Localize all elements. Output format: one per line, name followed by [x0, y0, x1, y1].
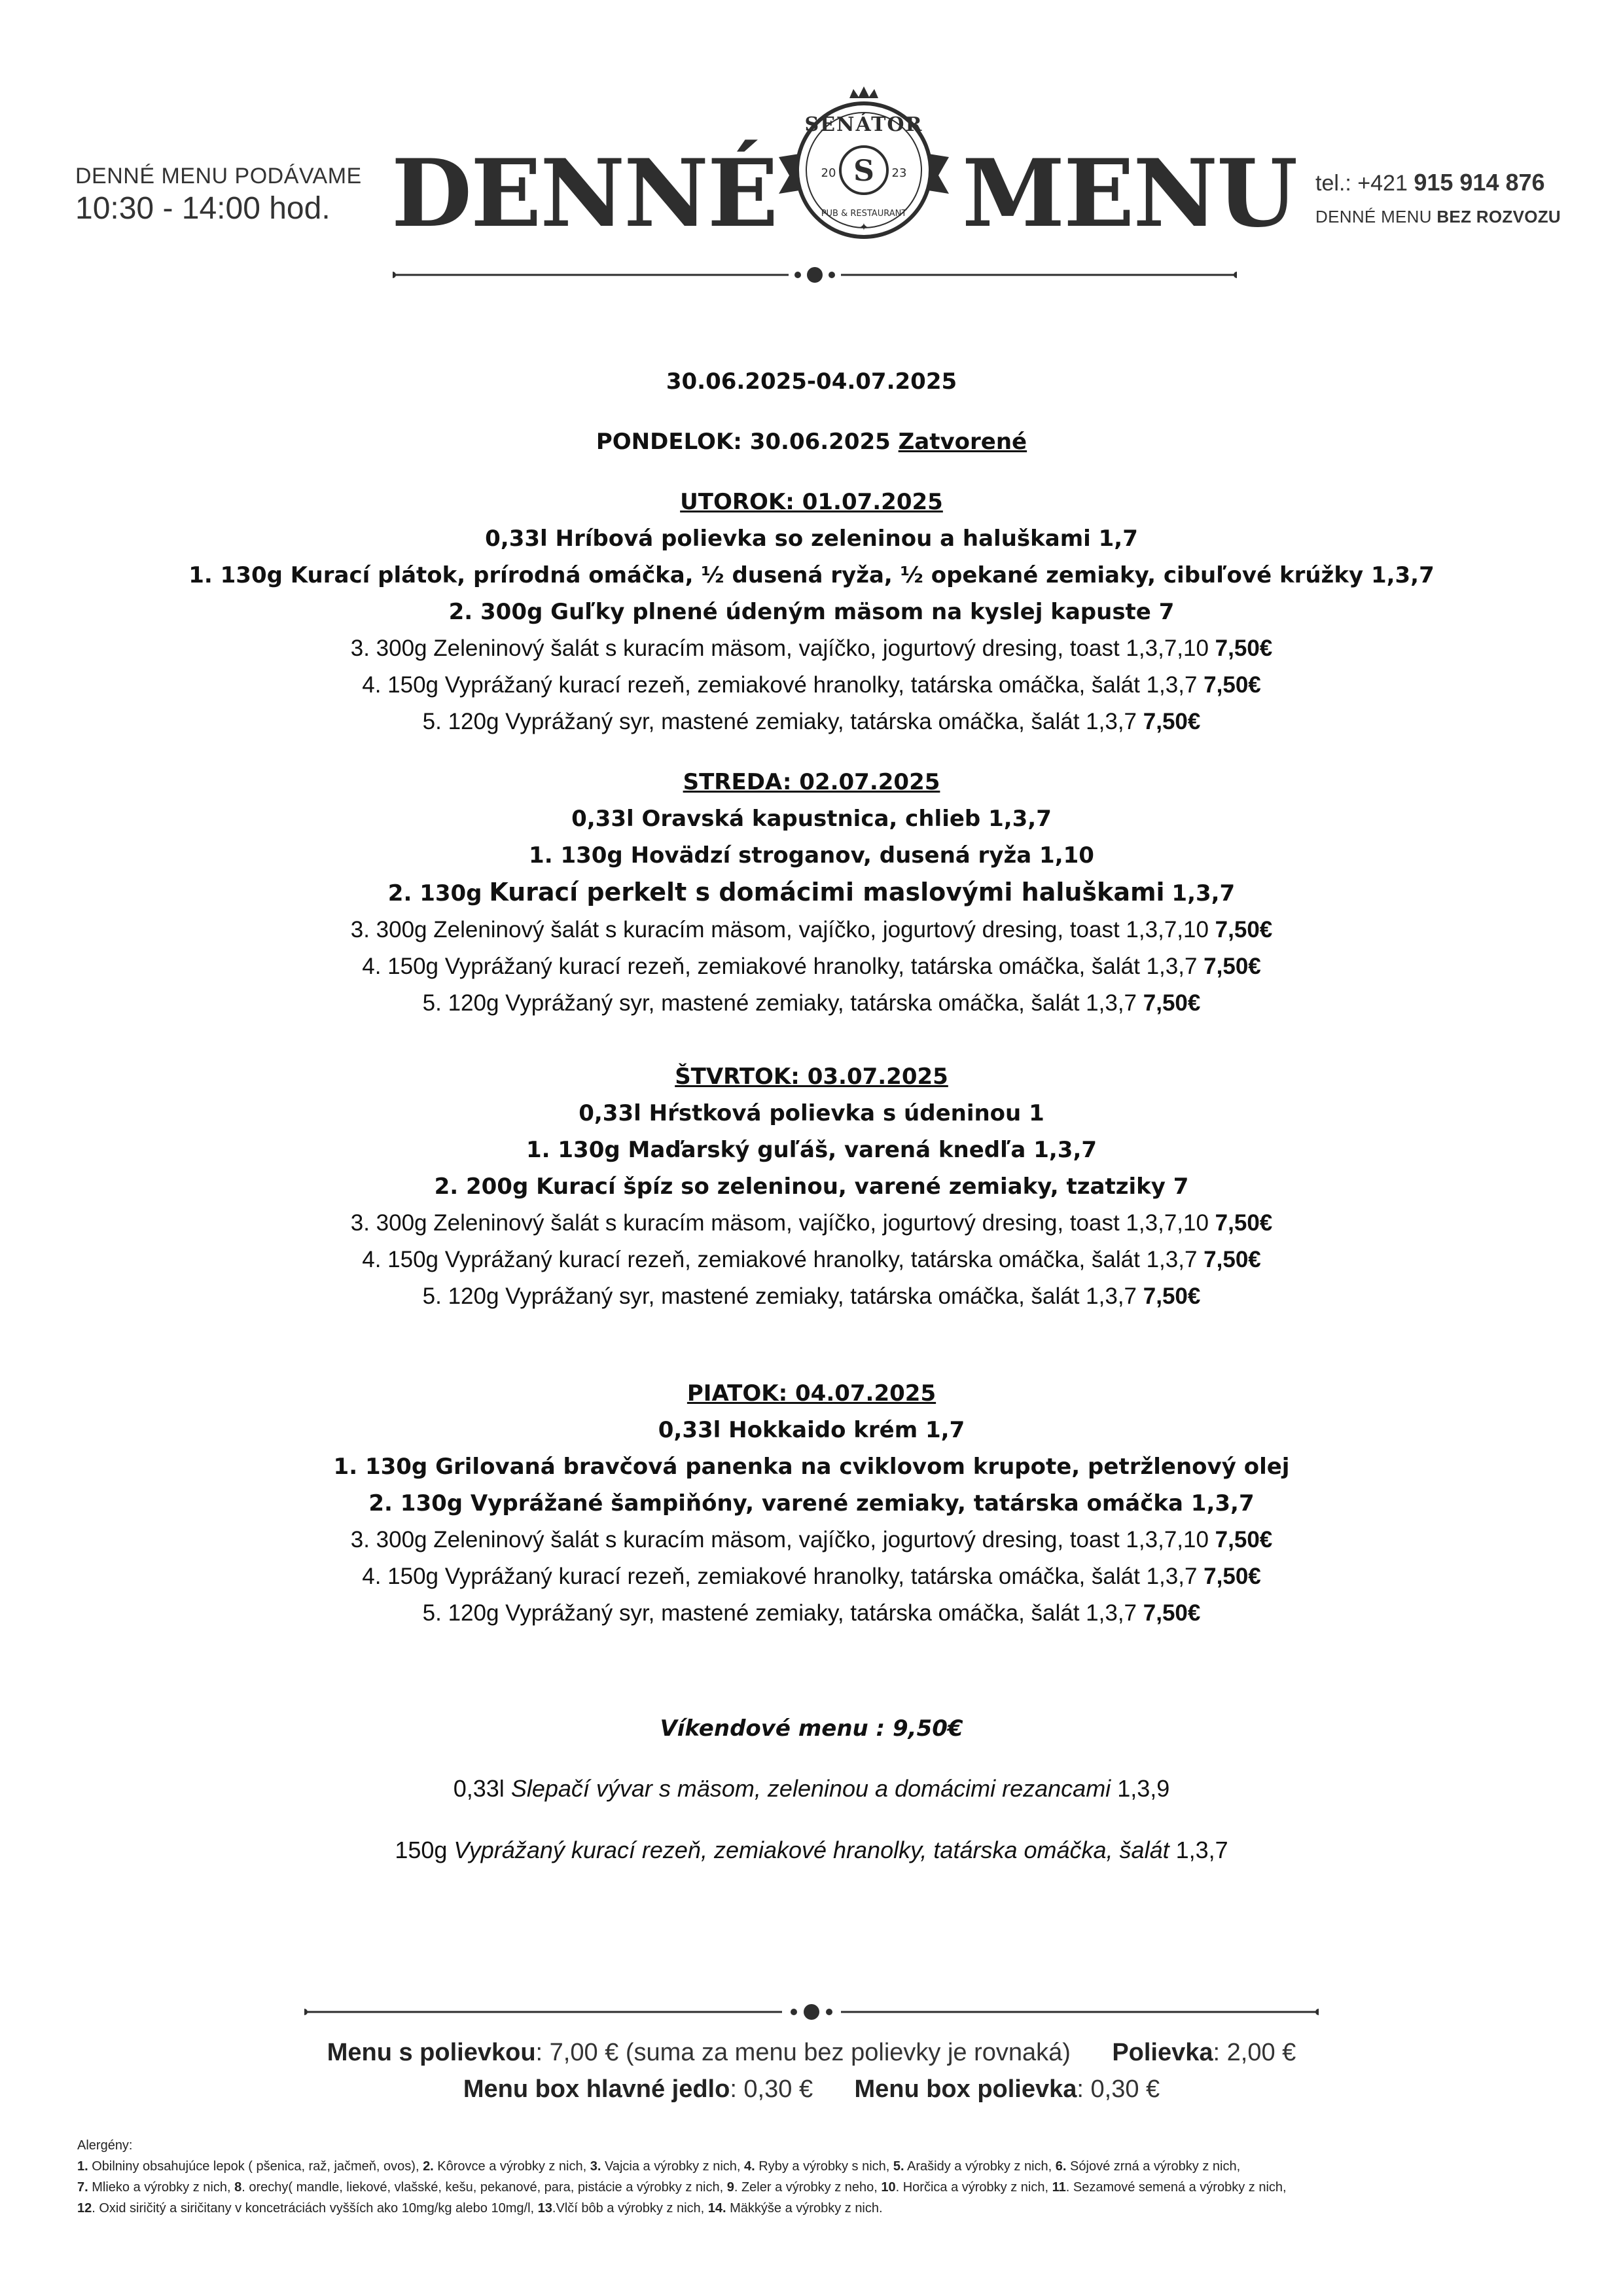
tuesday-item5	[0, 704, 1623, 740]
price-line-1	[0, 2034, 1623, 2071]
allergen-num: 7.	[77, 2180, 88, 2195]
item-text: 4. 150g Vyprážaný kurací rezeň, zemiakové hranolky, tatárska omáčka, šalát 1,3,7	[362, 1247, 1198, 1272]
item-text: 5. 120g Vyprážaný syr, mastené zemiaky, tatárska omáčka, šalát 1,3,7	[422, 990, 1137, 1016]
allergen-text: . orechy( mandle, liekové, vlašské, kešu, pekanové, para, pistácie a výrobky z nich,	[241, 2180, 727, 2195]
item-price: 7,50€	[1143, 709, 1201, 734]
item-price: 7,50€	[1143, 1600, 1201, 1626]
allergen-text: . Oxid siričitý a siričitany v koncetráciách vyšších ako 10mg/kg alebo 10mg/l,	[92, 2201, 538, 2215]
thursday-item3	[0, 1205, 1623, 1242]
allergen-num: 12	[77, 2201, 92, 2215]
phone-number: 915 914 876	[1414, 169, 1545, 196]
allergen-num: 6.	[1055, 2159, 1067, 2174]
price-line-2	[0, 2071, 1623, 2108]
main2-allergens: 1,3,7	[1171, 880, 1236, 906]
allergen-num: 3.	[590, 2159, 601, 2174]
item-price: 7,50€	[1204, 1247, 1261, 1272]
allergen-num: 5.	[893, 2159, 904, 2174]
menu-soup-label: Menu s polievkou	[327, 2039, 536, 2066]
title-right: MENU	[962, 139, 1297, 248]
allergen-text: Obilniny obsahujúce lepok ( pšenica, raž, jačmeň, ovos),	[88, 2159, 423, 2174]
item-text: 3. 300g Zeleninový šalát s kuracím mäsom, vajíčko, jogurtový dresing, toast 1,3,7,10	[350, 1527, 1209, 1552]
monday-status: Zatvorené	[898, 429, 1027, 455]
logo-tagline: PUB & RESTAURANT	[821, 209, 907, 219]
item-price: 7,50€	[1143, 1283, 1201, 1309]
item-price: 7,50€	[1204, 1564, 1261, 1589]
tuesday-main1: 1. 130g Kurací plátok, prírodná omáčka, ½ dusená ryža, ½ opekané zemiaky, cibuľové krúžky 1,3,7	[188, 562, 1435, 588]
weekend-soup	[0, 1769, 1623, 1808]
allergen-num: 4.	[744, 2159, 755, 2174]
item-price: 7,50€	[1143, 990, 1201, 1016]
allergen-title: Alergény:	[77, 2138, 133, 2153]
contact-block	[1315, 169, 1561, 227]
item-text: 4. 150g Vyprážaný kurací rezeň, zemiakové hranolky, tatárska omáčka, šalát 1,3,7	[362, 1564, 1198, 1589]
weekend-soup-qty: 0,33l	[453, 1775, 505, 1802]
main2-name: Kurací perkelt s domácimi maslovými haluškami	[489, 878, 1165, 906]
box-soup-label: Menu box polievka	[854, 2075, 1077, 2103]
allergen-num: 1.	[77, 2159, 88, 2174]
crown-icon	[849, 86, 878, 98]
allergen-text: . Sezamové semená a výrobky z nich,	[1065, 2180, 1287, 2195]
delivery-prefix: DENNÉ MENU	[1315, 207, 1432, 226]
tuesday-item4	[0, 667, 1623, 704]
friday-day: PIATOK: 04.07.2025	[687, 1380, 936, 1407]
allergen-num: 9	[726, 2180, 734, 2195]
item-price: 7,50€	[1204, 954, 1261, 979]
item-price: 7,50€	[1215, 636, 1273, 661]
item-text: 5. 120g Vyprážaný syr, mastené zemiaky, tatárska omáčka, šalát 1,3,7	[422, 709, 1137, 734]
weekend-soup-name: Slepačí vývar s mäsom, zeleninou a domácimi rezancami	[510, 1775, 1111, 1802]
allergen-text: . Horčica a výrobky z nich,	[895, 2180, 1052, 2195]
wednesday-item3	[0, 912, 1623, 948]
friday-item3	[0, 1522, 1623, 1558]
header-divider	[393, 262, 1237, 288]
allergen-num: 14.	[707, 2201, 726, 2215]
friday-item5	[0, 1595, 1623, 1632]
weekend-title: Víkendové menu : 9,50€	[660, 1715, 963, 1742]
senator-logo	[766, 79, 962, 262]
tuesday-day: UTOROK: 01.07.2025	[680, 489, 943, 515]
allergen-num: 11	[1052, 2180, 1066, 2195]
item-price: 7,50€	[1215, 1527, 1273, 1552]
logo-name: SENÁTOR	[804, 113, 923, 136]
wednesday-soup: 0,33l Oravská kapustnica, chlieb 1,3,7	[571, 806, 1052, 832]
phone-prefix: tel.: +421	[1315, 171, 1408, 196]
item-text: 4. 150g Vyprážaný kurací rezeň, zemiakové hranolky, tatárska omáčka, šalát 1,3,7	[362, 954, 1198, 979]
allergen-text: Vajcia a výrobky z nich,	[601, 2159, 745, 2174]
tuesday-main2: 2. 300g Guľky plnené údeným mäsom na kyslej kapuste 7	[448, 599, 1175, 625]
main2-prefix: 2. 130g	[387, 880, 482, 906]
friday-main1: 1. 130g Grilovaná bravčová panenka na cviklovom krupote, petržlenový olej	[333, 1454, 1290, 1480]
allergen-text: .Vlčí bôb a výrobky z nich,	[552, 2201, 708, 2215]
menu-content	[0, 363, 1623, 1870]
tuesday-item3	[0, 630, 1623, 667]
allergen-num: 13	[537, 2201, 552, 2215]
monday-line	[0, 423, 1623, 460]
thursday-soup: 0,33l Hŕstková polievka s údeninou 1	[579, 1100, 1044, 1126]
logo-monogram: S	[853, 154, 874, 188]
serving-hours-block	[75, 164, 362, 226]
logo-ornament-icon: ✦	[859, 221, 868, 233]
item-price: 7,50€	[1204, 672, 1261, 698]
wednesday-day: STREDA: 02.07.2025	[683, 769, 940, 795]
item-text: 5. 120g Vyprážaný syr, mastené zemiaky, tatárska omáčka, šalát 1,3,7	[422, 1600, 1137, 1626]
weekend-main-allergens: 1,3,7	[1175, 1837, 1228, 1863]
friday-soup: 0,33l Hokkaido krém 1,7	[658, 1417, 965, 1443]
weekend-main	[0, 1831, 1623, 1870]
menu-soup-value: : 7,00 € (suma za menu bez polievky je rovnaká)	[535, 2039, 1071, 2066]
serving-hours: 10:30 - 14:00 hod.	[75, 191, 330, 226]
friday-section	[0, 1375, 1623, 1632]
allergen-row-1	[77, 2156, 1582, 2177]
wednesday-main1: 1. 130g Hovädzí stroganov, dusená ryža 1,10	[529, 842, 1094, 869]
logo-year-right: 23	[891, 166, 907, 180]
item-text: 4. 150g Vyprážaný kurací rezeň, zemiakové hranolky, tatárska omáčka, šalát 1,3,7	[362, 672, 1198, 698]
price-summary	[0, 2034, 1623, 2108]
soup-label: Polievka	[1112, 2039, 1213, 2066]
logo-year-left: 20	[821, 166, 836, 180]
item-text: 3. 300g Zeleninový šalát s kuracím mäsom, vajíčko, jogurtový dresing, toast 1,3,7,10	[350, 1210, 1209, 1236]
allergen-legend	[77, 2135, 1582, 2219]
allergen-num: 2.	[423, 2159, 434, 2174]
tuesday-soup: 0,33l Hríbová polievka so zeleninou a haluškami 1,7	[485, 526, 1138, 552]
item-price: 7,50€	[1215, 1210, 1273, 1236]
serving-label: DENNÉ MENU PODÁVAME	[75, 164, 362, 188]
monday-day: PONDELOK: 30.06.2025	[596, 429, 891, 455]
item-text: 3. 300g Zeleninový šalát s kuracím mäsom, vajíčko, jogurtový dresing, toast 1,3,7,10	[350, 917, 1209, 942]
allergen-row-2	[77, 2177, 1582, 2198]
thursday-item5	[0, 1278, 1623, 1315]
weekend-soup-allergens: 1,3,9	[1117, 1775, 1170, 1802]
footer-divider	[304, 2000, 1319, 2024]
allergen-text: Sójové zrná a výrobky z nich,	[1066, 2159, 1241, 2174]
delivery-bold: BEZ ROZVOZU	[1436, 207, 1561, 226]
item-text: 5. 120g Vyprážaný syr, mastené zemiaky, tatárska omáčka, šalát 1,3,7	[422, 1283, 1137, 1309]
friday-main2: 2. 130g Vyprážané šampiňóny, varené zemiaky, tatárska omáčka 1,3,7	[368, 1490, 1255, 1516]
item-price: 7,50€	[1215, 917, 1273, 942]
friday-item4	[0, 1558, 1623, 1595]
allergen-text: Arašidy a výrobky z nich,	[904, 2159, 1056, 2174]
allergen-text: Ryby a výrobky s nich,	[755, 2159, 893, 2174]
box-main-label: Menu box hlavné jedlo	[463, 2075, 730, 2103]
wednesday-item4	[0, 948, 1623, 985]
allergen-num: 10	[881, 2180, 896, 2195]
tuesday-section	[0, 484, 1623, 740]
thursday-item4	[0, 1242, 1623, 1278]
allergen-text: Mlieko a výrobky z nich,	[88, 2180, 235, 2195]
box-soup-value: : 0,30 €	[1077, 2075, 1160, 2103]
wednesday-section	[0, 764, 1623, 1022]
allergen-text: Mäkkýše a výrobky z nich.	[726, 2201, 883, 2215]
box-main-value: : 0,30 €	[730, 2075, 813, 2103]
wednesday-item5	[0, 985, 1623, 1022]
item-text: 3. 300g Zeleninový šalát s kuracím mäsom, vajíčko, jogurtový dresing, toast 1,3,7,10	[350, 636, 1209, 661]
delivery-line	[1315, 207, 1561, 227]
thursday-section	[0, 1058, 1623, 1315]
allergen-row-3	[77, 2198, 1582, 2219]
title-left: DENNÉ	[391, 139, 777, 248]
phone-line	[1315, 169, 1561, 196]
thursday-day: ŠTVRTOK: 03.07.2025	[675, 1064, 948, 1090]
wednesday-main2	[0, 874, 1623, 912]
soup-value: : 2,00 €	[1213, 2039, 1296, 2066]
weekend-section	[0, 1710, 1623, 1870]
thursday-main2: 2. 200g Kurací špíz so zeleninou, varené zemiaky, tzatziky 7	[434, 1174, 1189, 1200]
thursday-main1: 1. 130g Maďarský guľáš, varená knedľa 1,3,7	[526, 1137, 1097, 1163]
allergen-num: 8	[234, 2180, 242, 2195]
week-range: 30.06.2025-04.07.2025	[666, 368, 957, 395]
allergen-text: . Zeler a výrobky z neho,	[734, 2180, 882, 2195]
allergen-text: Kôrovce a výrobky z nich,	[433, 2159, 590, 2174]
weekend-main-qty: 150g	[395, 1837, 448, 1863]
weekend-main-name: Vyprážaný kurací rezeň, zemiakové hranolky, tatárska omáčka, šalát	[454, 1837, 1169, 1863]
